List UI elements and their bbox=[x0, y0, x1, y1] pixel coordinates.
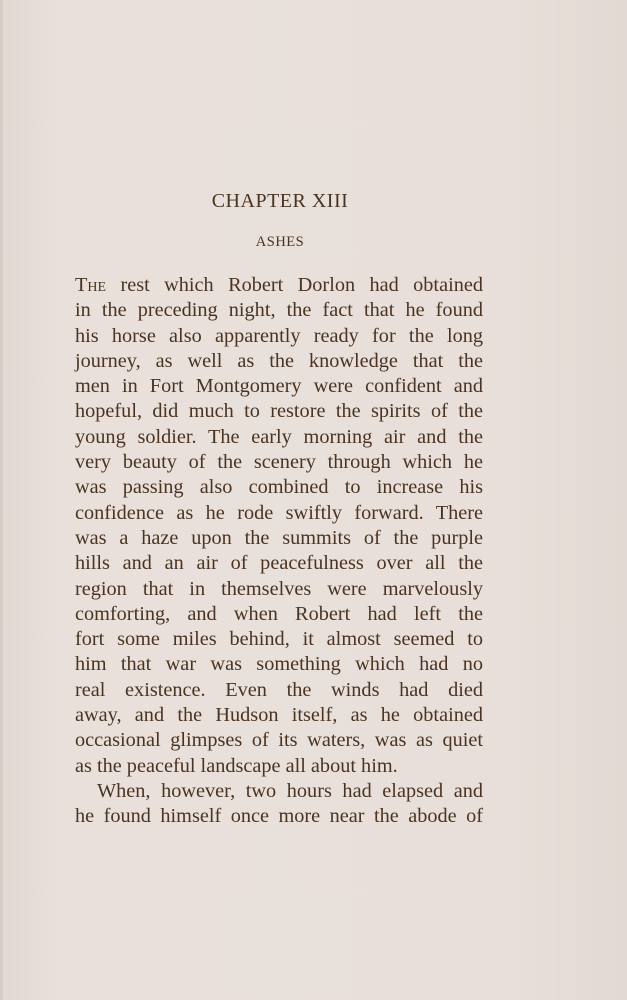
line-text: real existence. Even the winds had died bbox=[75, 678, 483, 701]
line-text: his horse also apparently ready for the long bbox=[75, 324, 483, 347]
line-text: was passing also combined to increase his bbox=[75, 476, 483, 499]
chapter-heading: CHAPTER XIII bbox=[211, 190, 349, 212]
text-line bbox=[75, 475, 483, 500]
text-line bbox=[75, 526, 483, 551]
line-text: journey, as well as the knowledge that the bbox=[75, 349, 483, 372]
text-line bbox=[75, 754, 483, 779]
line-text: When, however, two hours had elapsed and bbox=[97, 779, 483, 802]
line-text: rest which Robert Dorlon had obtained bbox=[120, 274, 483, 296]
text-line bbox=[75, 501, 483, 526]
text-line bbox=[75, 627, 483, 652]
line-text: him that war was something which had no bbox=[75, 653, 483, 676]
line-text: fort some miles behind, it almost seemed to bbox=[75, 628, 483, 651]
text-line bbox=[75, 678, 483, 703]
text-line bbox=[75, 728, 483, 753]
text-line bbox=[75, 577, 483, 602]
text-line bbox=[75, 652, 483, 677]
text-line bbox=[75, 602, 483, 627]
line-text: away, and the Hudson itself, as he obtained bbox=[75, 704, 483, 727]
line-text: hills and an air of peacefulness over all the bbox=[75, 552, 483, 575]
text-line bbox=[75, 804, 483, 829]
line-text: in the preceding night, the fact that he found bbox=[75, 299, 483, 322]
line-text: was a haze upon the summits of the purple bbox=[75, 526, 483, 549]
line-text: region that in themselves were marvelously bbox=[75, 577, 483, 600]
text-line bbox=[75, 779, 483, 804]
text-line bbox=[75, 298, 483, 323]
body-text bbox=[75, 273, 483, 830]
text-line bbox=[75, 324, 483, 349]
drop-word: The bbox=[75, 274, 107, 296]
line-text: occasional glimpses of its waters, was as quiet bbox=[75, 729, 483, 752]
text-line bbox=[75, 703, 483, 728]
line-text: he found himself once more near the abode of bbox=[75, 805, 483, 828]
text-line bbox=[75, 273, 483, 298]
line-text: confidence as he rode swiftly forward. There bbox=[75, 501, 483, 524]
text-line bbox=[75, 374, 483, 399]
line-text: as the peaceful landscape all about him. bbox=[75, 754, 398, 777]
line-text: men in Fort Montgomery were confident and bbox=[75, 375, 483, 398]
text-line bbox=[75, 425, 483, 450]
line-text: hopeful, did much to restore the spirits of the bbox=[75, 400, 483, 423]
text-line bbox=[75, 399, 483, 424]
text-line bbox=[75, 349, 483, 374]
text-line bbox=[75, 551, 483, 576]
line-text: very beauty of the scenery through which he bbox=[75, 451, 483, 474]
page-edge bbox=[0, 0, 3, 1000]
line-text: young soldier. The early morning air and the bbox=[75, 425, 483, 448]
chapter-title: ASHES bbox=[255, 234, 305, 250]
line-text: comforting, and when Robert had left the bbox=[75, 602, 483, 625]
text-line bbox=[75, 450, 483, 475]
